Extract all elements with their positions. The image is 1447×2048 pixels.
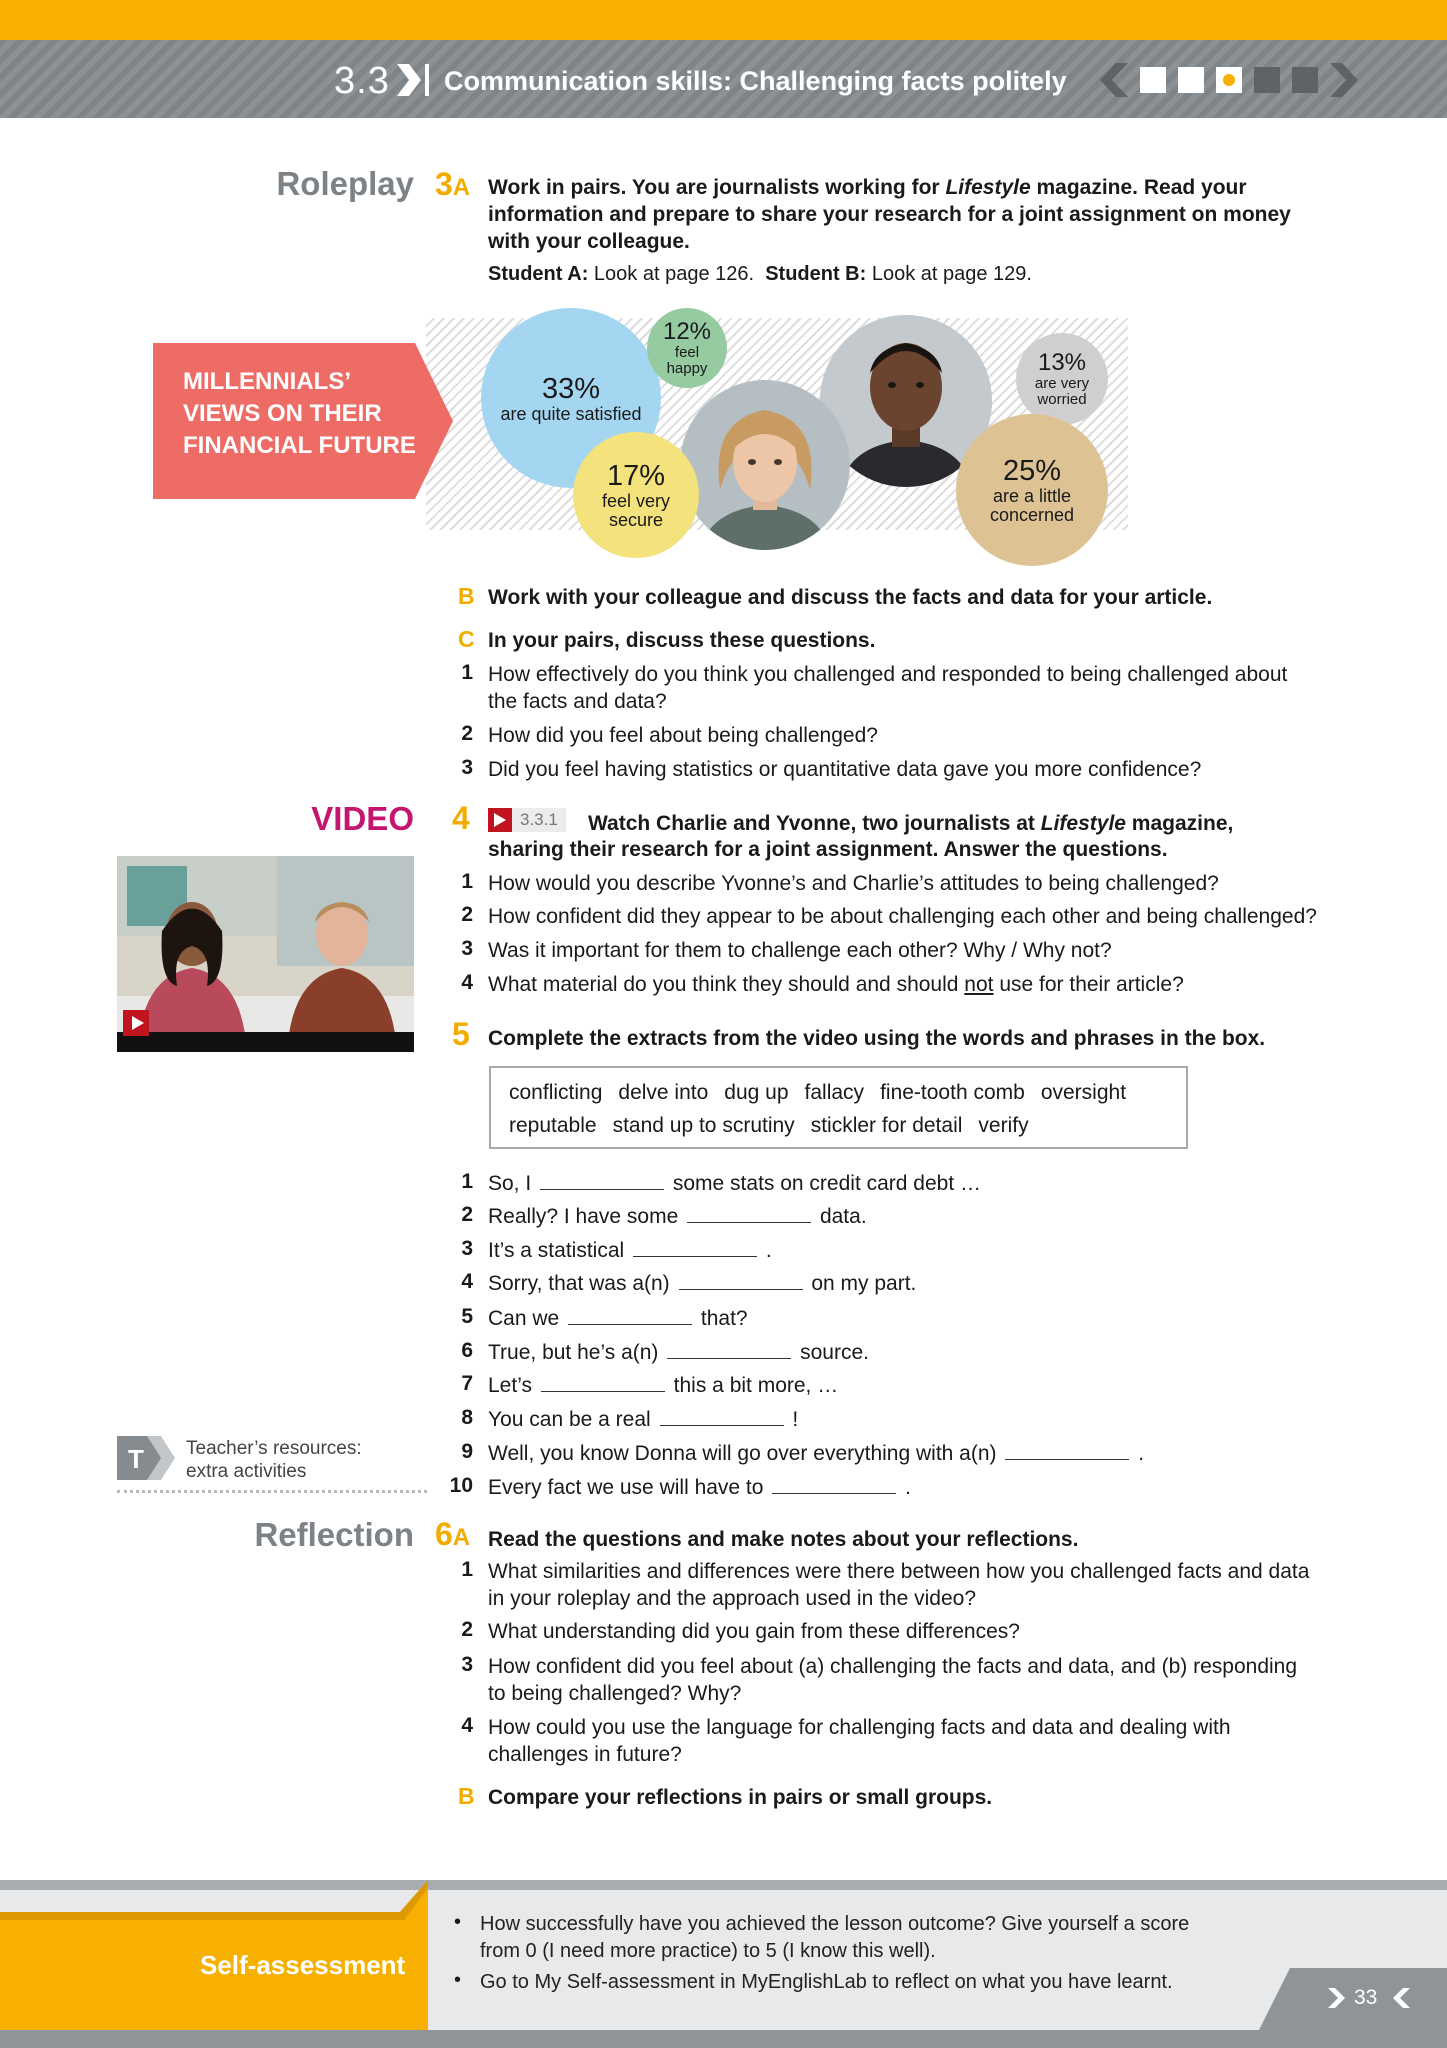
gap-blank[interactable] <box>541 1374 665 1392</box>
question-number: 2 <box>461 722 473 745</box>
gap-item: So, I some stats on credit card debt … <box>488 1172 982 1195</box>
exercise-3b-letter: B <box>458 583 475 609</box>
gap-item: True, but he’s a(n) source. <box>488 1341 869 1364</box>
page-arrow-left-icon <box>1392 1988 1410 2008</box>
roleplay-label: Roleplay <box>276 165 414 202</box>
page-arrow-right-icon <box>1328 1988 1346 2008</box>
question-number: 3 <box>461 937 473 960</box>
teacher-resources-text: Teacher’s resources: extra activities <box>186 1438 362 1482</box>
top-accent-bar <box>0 0 1447 40</box>
question-text: What understanding did you gain from these differences? <box>488 1620 1020 1643</box>
gap-item-number: 9 <box>461 1440 473 1463</box>
question-text: How confident did you feel about (a) challenging the facts and data, and (b) responding to being challenged? Why? <box>488 1655 1298 1705</box>
question-text: How would you describe Yvonne’s and Charlie’s attitudes to being challenged? <box>488 872 1219 895</box>
question-text: Did you feel having statistics or quantitative data gave you more confidence? <box>488 758 1202 781</box>
play-icon[interactable] <box>488 808 512 832</box>
exercise-3c-instruction: In your pairs, discuss these questions. <box>488 629 876 652</box>
bullet-icon: • <box>454 1969 462 1991</box>
gap-item-number: 5 <box>461 1305 473 1328</box>
question-number: 4 <box>461 1714 473 1737</box>
section-arrow-icon <box>397 64 431 96</box>
gap-item: Can we that? <box>488 1307 748 1330</box>
nav-step-5[interactable] <box>1292 67 1318 93</box>
gap-item: Really? I have some data. <box>488 1205 867 1228</box>
lesson-nav <box>1098 62 1360 98</box>
gap-item-number: 4 <box>461 1270 473 1293</box>
gap-item: Every fact we use will have to . <box>488 1476 911 1499</box>
gap-blank[interactable] <box>568 1307 692 1325</box>
question-number: 3 <box>461 1653 473 1676</box>
page-number: 33 <box>1354 1986 1378 2009</box>
question-number: 2 <box>461 903 473 926</box>
question-text: What similarities and differences were there between how you challenged facts and data in your roleplay and the approach used in the video? <box>488 1560 1310 1610</box>
word-box <box>489 1066 1188 1149</box>
nav-next-icon[interactable] <box>1330 63 1360 97</box>
gap-item-number: 6 <box>461 1339 473 1362</box>
question-number: 1 <box>461 870 473 893</box>
exercise-number-5: 5 <box>452 1016 470 1052</box>
gap-blank[interactable] <box>1005 1442 1129 1460</box>
photo-woman <box>680 380 850 550</box>
gap-item: Well, you know Donna will go over everything with a(n) . <box>488 1442 1145 1465</box>
student-pages: Student A: Look at page 126. Student B: Look at page 129. <box>488 263 1032 285</box>
gap-item-number: 1 <box>461 1170 473 1193</box>
question-text: How effectively do you think you challenged and responded to being challenged about the facts and data? <box>488 663 1288 713</box>
exercise-4-instruction-line2: sharing their research for a joint assignment. Answer the questions. <box>488 838 1168 861</box>
infographic-banner-text: MILLENNIALS’ VIEWS ON THEIR FINANCIAL FUTURE <box>183 368 416 459</box>
question-number: 2 <box>461 1618 473 1641</box>
nav-step-current[interactable] <box>1216 67 1242 93</box>
question-text: How could you use the language for challenging facts and data and dealing with challenges in future? <box>488 1716 1231 1766</box>
teacher-resources-icon <box>117 1436 175 1480</box>
gap-item: Sorry, that was a(n) on my part. <box>488 1272 917 1295</box>
footer-band <box>0 2030 1447 2048</box>
nav-step-4[interactable] <box>1254 67 1280 93</box>
gap-blank[interactable] <box>633 1239 757 1257</box>
stat-12: 12% feel happy <box>647 308 727 388</box>
self-assessment-label: Self-assessment <box>200 1950 406 1980</box>
exercise-6a-instruction: Read the questions and make notes about your reflections. <box>488 1528 1079 1551</box>
section-number: 3.3 <box>334 60 390 102</box>
gap-blank[interactable] <box>540 1172 664 1190</box>
stat-13: 13% are very worried <box>1016 333 1108 425</box>
question-number: 3 <box>461 756 473 779</box>
gap-blank[interactable] <box>667 1341 791 1359</box>
exercise-4-instruction-line1: Watch Charlie and Yvonne, two journalists at Lifestyle magazine, <box>588 812 1234 835</box>
gap-item-number: 7 <box>461 1372 473 1395</box>
word-box-row-1: conflicting delve into dug up fallacy fine-tooth comb oversight <box>509 1081 1127 1104</box>
gap-blank[interactable] <box>679 1272 803 1290</box>
gap-blank[interactable] <box>687 1205 811 1223</box>
bullet-icon: • <box>454 1911 462 1933</box>
exercise-number-6: 6A <box>435 1516 471 1552</box>
question-text: How confident did they appear to be about challenging each other and being challenged? <box>488 905 1317 928</box>
exercise-6b-instruction: Compare your reflections in pairs or small groups. <box>488 1786 993 1809</box>
question-text: What material do you think they should and should not use for their article? <box>488 973 1184 996</box>
video-reference[interactable] <box>488 808 566 832</box>
exercise-6b-letter: B <box>458 1783 475 1809</box>
self-assessment-text: How successfully have you achieved the lesson outcome? Give yourself a score from 0 (I need more practice) to 5 (I know this well). Go to My Self-assessment in MyEnglishLab to reflect on what you have learnt. <box>480 1913 1190 1993</box>
video-code: 3.3.1 <box>512 808 566 832</box>
video-label: VIDEO <box>311 800 414 837</box>
stat-17: 17% feel very secure <box>573 432 699 558</box>
teacher-resources[interactable] <box>117 1433 427 1493</box>
nav-prev-icon[interactable] <box>1098 63 1128 97</box>
gap-blank[interactable] <box>660 1408 784 1426</box>
gap-item: It’s a statistical . <box>488 1239 772 1262</box>
gap-item-number: 2 <box>461 1203 473 1226</box>
video-thumbnail[interactable] <box>117 856 414 1052</box>
question-number: 1 <box>461 1558 473 1581</box>
svg-text:T: T <box>128 1444 144 1474</box>
stat-33: 33% are quite satisfied <box>481 308 661 488</box>
nav-step-1[interactable] <box>1140 67 1166 93</box>
question-text: Was it important for them to challenge each other? Why / Why not? <box>488 939 1112 962</box>
reflection-label: Reflection <box>254 1516 414 1553</box>
word-box-row-2: reputable stand up to scrutiny stickler for detail verify <box>509 1114 1029 1137</box>
gap-item-number: 3 <box>461 1237 473 1260</box>
stat-25: 25% are a little concerned <box>956 414 1108 566</box>
gap-item-number: 10 <box>449 1474 473 1497</box>
question-number: 1 <box>461 661 473 684</box>
gap-blank[interactable] <box>772 1476 896 1494</box>
exercise-3b-instruction: Work with your colleague and discuss the facts and data for your article. <box>488 586 1213 609</box>
exercise-number-4: 4 <box>452 800 470 836</box>
gap-item: You can be a real ! <box>488 1408 799 1431</box>
exercise-3a-instruction: Work in pairs. You are journalists working for Lifestyle magazine. Read your information and prepare to share your research for a joint assignment on money with your colleague. <box>488 176 1291 253</box>
page-title: Communication skills: Challenging facts politely <box>444 66 1067 96</box>
gap-item: Let’s this a bit more, … <box>488 1374 839 1397</box>
exercise-3c-letter: C <box>458 626 475 652</box>
exercise-5-instruction: Complete the extracts from the video using the words and phrases in the box. <box>488 1027 1266 1050</box>
question-text: How did you feel about being challenged? <box>488 724 878 747</box>
exercise-number-3: 3A <box>435 166 471 202</box>
gap-item-number: 8 <box>461 1406 473 1429</box>
question-number: 4 <box>461 971 473 994</box>
nav-step-2[interactable] <box>1178 67 1204 93</box>
